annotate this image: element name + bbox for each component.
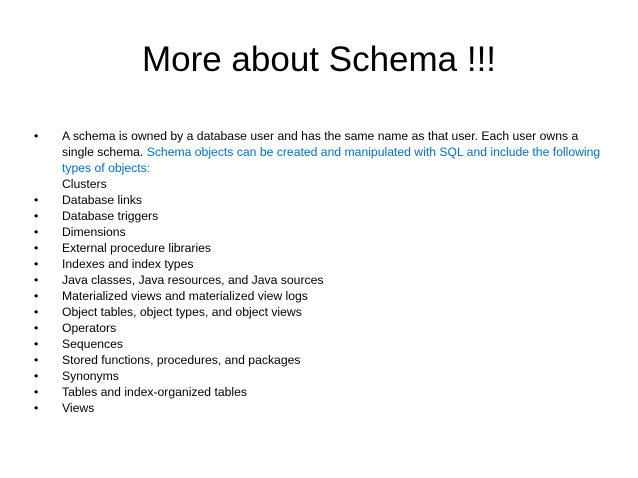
bullet-marker: •	[34, 225, 39, 239]
list-item-text: Views	[62, 401, 95, 415]
bullet-marker: •	[34, 401, 39, 415]
list-item	[30, 352, 604, 368]
bullet-marker: •	[34, 273, 39, 287]
intro-bullet-item	[30, 128, 604, 192]
list-item	[30, 336, 604, 352]
bullet-marker: •	[34, 321, 39, 335]
bullet-marker: •	[34, 241, 39, 255]
intro-continuation: Clusters	[62, 177, 107, 191]
bullet-marker: •	[34, 209, 39, 223]
list-item-text: Sequences	[62, 337, 123, 351]
bullet-marker: •	[34, 289, 39, 303]
list-item	[30, 224, 604, 240]
list-item-text: Tables and index-organized tables	[62, 385, 247, 399]
list-item-text: Stored functions, procedures, and packages	[62, 353, 301, 367]
list-item-text: Synonyms	[62, 369, 119, 383]
bullet-marker: •	[34, 369, 39, 383]
list-item-text: Object tables, object types, and object views	[62, 305, 302, 319]
list-item	[30, 400, 604, 416]
list-item	[30, 208, 604, 224]
list-item-text: Database links	[62, 193, 142, 207]
list-item-text: Dimensions	[62, 225, 126, 239]
bullet-marker: •	[34, 337, 39, 351]
list-item-text: External procedure libraries	[62, 241, 212, 255]
bullet-marker: •	[34, 129, 39, 143]
list-item	[30, 304, 604, 320]
list-item	[30, 368, 604, 384]
bullet-list	[30, 128, 604, 416]
bullet-marker: •	[34, 193, 39, 207]
intro-text: A schema is owned by a database user and has the same name as that user. Each user owns a single schema.	[62, 129, 579, 159]
intro-highlight-text: Schema objects can be created and manipulated with SQL and include the following types of objects:	[62, 145, 601, 175]
list-item-text: Materialized views and materialized view logs	[62, 289, 308, 303]
bullet-marker: •	[34, 385, 39, 399]
list-item	[30, 192, 604, 208]
list-item	[30, 272, 604, 288]
bullet-marker: •	[34, 305, 39, 319]
slide-body	[30, 128, 604, 416]
bullet-marker: •	[34, 257, 39, 271]
list-item	[30, 256, 604, 272]
bullet-marker: •	[34, 353, 39, 367]
list-item	[30, 288, 604, 304]
list-item	[30, 240, 604, 256]
list-item-text: Database triggers	[62, 209, 159, 223]
list-item-text: Operators	[62, 321, 117, 335]
list-item-text: Indexes and index types	[62, 257, 194, 271]
list-item	[30, 384, 604, 400]
list-item-text: Java classes, Java resources, and Java sources	[62, 273, 324, 287]
slide-title: More about Schema !!!	[141, 40, 497, 79]
list-item	[30, 320, 604, 336]
